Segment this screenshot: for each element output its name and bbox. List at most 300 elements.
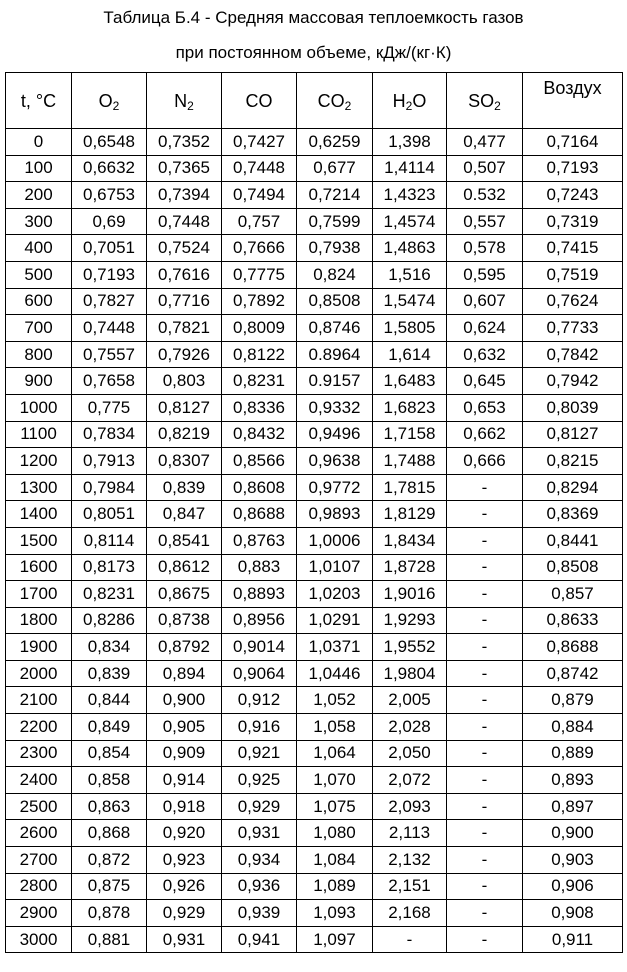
cell-air: 0,893 — [523, 767, 623, 794]
cell-h2o: 1,4863 — [373, 235, 447, 262]
cell-so2: - — [447, 607, 523, 634]
table-body — [6, 129, 623, 953]
cell-co2: 0,677 — [297, 155, 373, 182]
header-temperature: t, °C — [6, 73, 72, 129]
cell-temperature: 200 — [6, 182, 72, 209]
cell-o2: 0,863 — [72, 793, 147, 820]
cell-co: 0,7666 — [222, 235, 297, 262]
cell-h2o: 1,4574 — [373, 208, 447, 235]
cell-h2o: 1,398 — [373, 129, 447, 156]
cell-co: 0,7775 — [222, 261, 297, 288]
cell-air: 0,897 — [523, 793, 623, 820]
cell-so2: - — [447, 687, 523, 714]
cell-o2: 0,849 — [72, 714, 147, 741]
cell-co2: 1,093 — [297, 900, 373, 927]
cell-h2o: 2,005 — [373, 687, 447, 714]
cell-h2o: - — [373, 926, 447, 953]
cell-temperature: 500 — [6, 261, 72, 288]
cell-air: 0,8508 — [523, 554, 623, 581]
cell-h2o: 2,093 — [373, 793, 447, 820]
cell-air: 0,7942 — [523, 368, 623, 395]
cell-so2: - — [447, 527, 523, 554]
cell-so2: - — [447, 581, 523, 608]
cell-air: 0,7733 — [523, 315, 623, 342]
cell-so2: - — [447, 740, 523, 767]
cell-co: 0,7494 — [222, 182, 297, 209]
cell-air: 0,8441 — [523, 527, 623, 554]
cell-h2o: 2,168 — [373, 900, 447, 927]
cell-co2: 1,097 — [297, 926, 373, 953]
cell-o2: 0,844 — [72, 687, 147, 714]
table-row — [6, 394, 623, 421]
cell-temperature: 1600 — [6, 554, 72, 581]
header-co2-sub: 2 — [344, 98, 352, 113]
cell-n2: 0,847 — [147, 501, 222, 528]
cell-o2: 0,6753 — [72, 182, 147, 209]
cell-co2: 1,064 — [297, 740, 373, 767]
table-row — [6, 793, 623, 820]
cell-air: 0,8688 — [523, 634, 623, 661]
header-co2-base: CO — [317, 90, 345, 111]
cell-co2: 1,058 — [297, 714, 373, 741]
cell-air: 0,8633 — [523, 607, 623, 634]
cell-temperature: 2800 — [6, 873, 72, 900]
table-row — [6, 820, 623, 847]
cell-o2: 0,69 — [72, 208, 147, 235]
cell-temperature: 2700 — [6, 847, 72, 874]
header-so2 — [447, 73, 523, 129]
cell-h2o: 1,5474 — [373, 288, 447, 315]
cell-so2: - — [447, 714, 523, 741]
cell-co: 0,925 — [222, 767, 297, 794]
cell-temperature: 2400 — [6, 767, 72, 794]
cell-co: 0,8688 — [222, 501, 297, 528]
table-row — [6, 634, 623, 661]
table-subtitle-units: при постоянном объеме, кДж/(кг·К) — [175, 43, 452, 62]
cell-air: 0,8039 — [523, 394, 623, 421]
cell-h2o: 1,9552 — [373, 634, 447, 661]
cell-co2: 1,089 — [297, 873, 373, 900]
cell-co: 0,931 — [222, 820, 297, 847]
cell-co2: 0,9638 — [297, 448, 373, 475]
cell-co2: 0.9157 — [297, 368, 373, 395]
cell-h2o: 1,5805 — [373, 315, 447, 342]
cell-n2: 0,914 — [147, 767, 222, 794]
cell-n2: 0,905 — [147, 714, 222, 741]
cell-co: 0,883 — [222, 554, 297, 581]
cell-co2: 0,8508 — [297, 288, 373, 315]
cell-co2: 1,084 — [297, 847, 373, 874]
cell-co2: 0,8746 — [297, 315, 373, 342]
table-row — [6, 235, 623, 262]
cell-co: 0,8009 — [222, 315, 297, 342]
cell-temperature: 400 — [6, 235, 72, 262]
cell-o2: 0,878 — [72, 900, 147, 927]
cell-n2: 0,7821 — [147, 315, 222, 342]
cell-o2: 0,7448 — [72, 315, 147, 342]
cell-so2: - — [447, 767, 523, 794]
cell-n2: 0,8541 — [147, 527, 222, 554]
table-row — [6, 448, 623, 475]
cell-o2: 0,6632 — [72, 155, 147, 182]
cell-n2: 0,839 — [147, 474, 222, 501]
cell-co: 0,939 — [222, 900, 297, 927]
table-row — [6, 315, 623, 342]
cell-o2: 0,7913 — [72, 448, 147, 475]
header-n2-sub: 2 — [187, 98, 194, 113]
cell-h2o: 1,4114 — [373, 155, 447, 182]
cell-co: 0,7448 — [222, 155, 297, 182]
cell-co: 0,7427 — [222, 129, 297, 156]
cell-co2: 1,0006 — [297, 527, 373, 554]
header-so2-sub: 2 — [494, 98, 501, 113]
table-row — [6, 501, 623, 528]
cell-o2: 0,7834 — [72, 421, 147, 448]
cell-co: 0,757 — [222, 208, 297, 235]
cell-co: 0,941 — [222, 926, 297, 953]
cell-o2: 0,854 — [72, 740, 147, 767]
cell-so2: 0,653 — [447, 394, 523, 421]
cell-o2: 0,834 — [72, 634, 147, 661]
cell-n2: 0,931 — [147, 926, 222, 953]
cell-air: 0,7624 — [523, 288, 623, 315]
header-co: CO — [222, 73, 297, 129]
cell-o2: 0,881 — [72, 926, 147, 953]
cell-co: 0,936 — [222, 873, 297, 900]
cell-temperature: 2300 — [6, 740, 72, 767]
cell-air: 0,879 — [523, 687, 623, 714]
cell-air: 0,857 — [523, 581, 623, 608]
cell-co: 0,929 — [222, 793, 297, 820]
table-title: Таблица Б.4 - Средняя массовая теплоемкость газов — [103, 8, 524, 27]
cell-h2o: 1,8129 — [373, 501, 447, 528]
cell-co: 0,934 — [222, 847, 297, 874]
header-n2-base: N — [174, 90, 188, 111]
cell-air: 0,7519 — [523, 261, 623, 288]
cell-so2: 0,632 — [447, 341, 523, 368]
cell-air: 0,7193 — [523, 155, 623, 182]
header-air: Воздух — [523, 73, 623, 129]
header-h2o — [373, 73, 447, 129]
cell-so2: 0,557 — [447, 208, 523, 235]
table-row — [6, 873, 623, 900]
cell-o2: 0,8231 — [72, 581, 147, 608]
cell-temperature: 3000 — [6, 926, 72, 953]
cell-h2o: 2,072 — [373, 767, 447, 794]
cell-co: 0,8893 — [222, 581, 297, 608]
cell-air: 0,900 — [523, 820, 623, 847]
cell-o2: 0,858 — [72, 767, 147, 794]
cell-n2: 0,8792 — [147, 634, 222, 661]
cell-air: 0,8294 — [523, 474, 623, 501]
cell-n2: 0,8738 — [147, 607, 222, 634]
table-row — [6, 341, 623, 368]
cell-n2: 0,7716 — [147, 288, 222, 315]
cell-so2: - — [447, 660, 523, 687]
cell-co: 0,9064 — [222, 660, 297, 687]
cell-so2: - — [447, 501, 523, 528]
cell-co2: 0,7938 — [297, 235, 373, 262]
cell-co2: 0,824 — [297, 261, 373, 288]
cell-h2o: 2,113 — [373, 820, 447, 847]
table-row — [6, 474, 623, 501]
cell-so2: - — [447, 900, 523, 927]
cell-temperature: 600 — [6, 288, 72, 315]
cell-o2: 0,8051 — [72, 501, 147, 528]
cell-n2: 0,7926 — [147, 341, 222, 368]
cell-co: 0,7892 — [222, 288, 297, 315]
cell-co2: 1,0107 — [297, 554, 373, 581]
cell-so2: - — [447, 847, 523, 874]
cell-temperature: 1800 — [6, 607, 72, 634]
cell-o2: 0,868 — [72, 820, 147, 847]
table-row — [6, 182, 623, 209]
cell-h2o: 2,050 — [373, 740, 447, 767]
cell-temperature: 2200 — [6, 714, 72, 741]
cell-air: 0,884 — [523, 714, 623, 741]
cell-so2: - — [447, 793, 523, 820]
cell-n2: 0,7352 — [147, 129, 222, 156]
header-h2o-sub: 2 — [405, 98, 413, 113]
cell-so2: 0,507 — [447, 155, 523, 182]
cell-co: 0,912 — [222, 687, 297, 714]
cell-o2: 0,6548 — [72, 129, 147, 156]
cell-temperature: 1500 — [6, 527, 72, 554]
cell-h2o: 1,8728 — [373, 554, 447, 581]
cell-o2: 0,839 — [72, 660, 147, 687]
table-row — [6, 767, 623, 794]
cell-n2: 0,929 — [147, 900, 222, 927]
cell-n2: 0,8127 — [147, 394, 222, 421]
cell-n2: 0,918 — [147, 793, 222, 820]
cell-co2: 0,9496 — [297, 421, 373, 448]
cell-n2: 0,923 — [147, 847, 222, 874]
cell-n2: 0,8307 — [147, 448, 222, 475]
cell-temperature: 2900 — [6, 900, 72, 927]
cell-co2: 0,9893 — [297, 501, 373, 528]
cell-co: 0,8566 — [222, 448, 297, 475]
cell-temperature: 100 — [6, 155, 72, 182]
cell-h2o: 1,9293 — [373, 607, 447, 634]
cell-temperature: 1700 — [6, 581, 72, 608]
cell-co2: 0.8964 — [297, 341, 373, 368]
cell-co2: 0,7214 — [297, 182, 373, 209]
cell-co: 0,8608 — [222, 474, 297, 501]
table-row — [6, 208, 623, 235]
cell-temperature: 1200 — [6, 448, 72, 475]
cell-temperature: 1000 — [6, 394, 72, 421]
cell-h2o: 1,4323 — [373, 182, 447, 209]
header-h2o-base: H — [392, 90, 406, 111]
cell-so2: - — [447, 873, 523, 900]
cell-temperature: 900 — [6, 368, 72, 395]
cell-temperature: 2500 — [6, 793, 72, 820]
header-o2-sub: 2 — [112, 98, 120, 113]
cell-temperature: 2600 — [6, 820, 72, 847]
cell-co2: 1,075 — [297, 793, 373, 820]
cell-h2o: 1,614 — [373, 341, 447, 368]
cell-n2: 0,920 — [147, 820, 222, 847]
cell-so2: - — [447, 820, 523, 847]
cell-co2: 0,9332 — [297, 394, 373, 421]
cell-co2: 0,6259 — [297, 129, 373, 156]
cell-air: 0,7319 — [523, 208, 623, 235]
cell-co2: 1,0446 — [297, 660, 373, 687]
cell-n2: 0,7394 — [147, 182, 222, 209]
table-row — [6, 847, 623, 874]
cell-so2: - — [447, 474, 523, 501]
cell-air: 0,906 — [523, 873, 623, 900]
cell-n2: 0,8675 — [147, 581, 222, 608]
header-co2 — [297, 73, 373, 129]
table-row — [6, 155, 623, 182]
cell-h2o: 1,9804 — [373, 660, 447, 687]
cell-h2o: 1,7815 — [373, 474, 447, 501]
header-o2-base: O — [98, 90, 113, 111]
cell-so2: - — [447, 634, 523, 661]
cell-air: 0,8127 — [523, 421, 623, 448]
cell-so2: 0,662 — [447, 421, 523, 448]
cell-temperature: 300 — [6, 208, 72, 235]
cell-co2: 1,070 — [297, 767, 373, 794]
cell-air: 0,7164 — [523, 129, 623, 156]
cell-h2o: 1,7488 — [373, 448, 447, 475]
cell-co: 0,8336 — [222, 394, 297, 421]
cell-air: 0,7842 — [523, 341, 623, 368]
cell-co2: 1,080 — [297, 820, 373, 847]
cell-h2o: 2,028 — [373, 714, 447, 741]
cell-temperature: 1900 — [6, 634, 72, 661]
cell-air: 0,7415 — [523, 235, 623, 262]
cell-temperature: 2000 — [6, 660, 72, 687]
cell-temperature: 1100 — [6, 421, 72, 448]
cell-o2: 0,872 — [72, 847, 147, 874]
cell-o2: 0,775 — [72, 394, 147, 421]
cell-so2: 0,645 — [447, 368, 523, 395]
cell-co: 0,8231 — [222, 368, 297, 395]
cell-temperature: 0 — [6, 129, 72, 156]
cell-air: 0,8369 — [523, 501, 623, 528]
cell-o2: 0,7984 — [72, 474, 147, 501]
cell-o2: 0,7827 — [72, 288, 147, 315]
cell-n2: 0,8219 — [147, 421, 222, 448]
table-row — [6, 368, 623, 395]
cell-n2: 0,7448 — [147, 208, 222, 235]
table-row — [6, 421, 623, 448]
heat-capacity-table — [5, 72, 623, 953]
cell-o2: 0,7193 — [72, 261, 147, 288]
cell-h2o: 1,7158 — [373, 421, 447, 448]
cell-air: 0,908 — [523, 900, 623, 927]
cell-n2: 0,894 — [147, 660, 222, 687]
cell-temperature: 700 — [6, 315, 72, 342]
table-row — [6, 740, 623, 767]
header-row — [6, 73, 623, 129]
cell-o2: 0,8286 — [72, 607, 147, 634]
cell-so2: - — [447, 554, 523, 581]
cell-temperature: 2100 — [6, 687, 72, 714]
table-row — [6, 288, 623, 315]
table-row — [6, 261, 623, 288]
cell-n2: 0,8612 — [147, 554, 222, 581]
cell-so2: 0,595 — [447, 261, 523, 288]
cell-co: 0,8432 — [222, 421, 297, 448]
cell-h2o: 1,8434 — [373, 527, 447, 554]
cell-n2: 0,7524 — [147, 235, 222, 262]
cell-co2: 1,0203 — [297, 581, 373, 608]
cell-air: 0,8215 — [523, 448, 623, 475]
table-row — [6, 129, 623, 156]
cell-co2: 1,0371 — [297, 634, 373, 661]
cell-co2: 0,7599 — [297, 208, 373, 235]
cell-o2: 0,875 — [72, 873, 147, 900]
table-row — [6, 926, 623, 953]
header-n2 — [147, 73, 222, 129]
cell-n2: 0,7616 — [147, 261, 222, 288]
cell-co: 0,921 — [222, 740, 297, 767]
cell-n2: 0,7365 — [147, 155, 222, 182]
cell-n2: 0,803 — [147, 368, 222, 395]
cell-so2: 0,607 — [447, 288, 523, 315]
cell-so2: 0.532 — [447, 182, 523, 209]
table-row — [6, 581, 623, 608]
cell-temperature: 800 — [6, 341, 72, 368]
cell-o2: 0,7557 — [72, 341, 147, 368]
cell-h2o: 1,6483 — [373, 368, 447, 395]
cell-so2: - — [447, 926, 523, 953]
cell-o2: 0,7051 — [72, 235, 147, 262]
header-so2-base: SO — [468, 90, 495, 111]
header-h2o-rest: O — [412, 90, 427, 111]
table-row — [6, 607, 623, 634]
cell-h2o: 1,516 — [373, 261, 447, 288]
cell-co: 0,8122 — [222, 341, 297, 368]
table-row — [6, 660, 623, 687]
cell-h2o: 1,6823 — [373, 394, 447, 421]
cell-h2o: 2,132 — [373, 847, 447, 874]
table-row — [6, 554, 623, 581]
cell-co2: 1,0291 — [297, 607, 373, 634]
cell-n2: 0,909 — [147, 740, 222, 767]
cell-co: 0,8956 — [222, 607, 297, 634]
cell-air: 0,903 — [523, 847, 623, 874]
cell-co: 0,916 — [222, 714, 297, 741]
cell-n2: 0,900 — [147, 687, 222, 714]
cell-air: 0,889 — [523, 740, 623, 767]
cell-air: 0,7243 — [523, 182, 623, 209]
cell-o2: 0,7658 — [72, 368, 147, 395]
table-row — [6, 687, 623, 714]
cell-air: 0,911 — [523, 926, 623, 953]
cell-co2: 1,052 — [297, 687, 373, 714]
table-row — [6, 714, 623, 741]
table-row — [6, 900, 623, 927]
cell-o2: 0,8114 — [72, 527, 147, 554]
cell-so2: 0,624 — [447, 315, 523, 342]
cell-so2: 0,666 — [447, 448, 523, 475]
cell-temperature: 1300 — [6, 474, 72, 501]
header-o2 — [72, 73, 147, 129]
cell-co: 0,9014 — [222, 634, 297, 661]
cell-h2o: 1,9016 — [373, 581, 447, 608]
cell-temperature: 1400 — [6, 501, 72, 528]
cell-co2: 0,9772 — [297, 474, 373, 501]
cell-h2o: 2,151 — [373, 873, 447, 900]
cell-so2: 0,477 — [447, 129, 523, 156]
cell-o2: 0,8173 — [72, 554, 147, 581]
cell-n2: 0,926 — [147, 873, 222, 900]
cell-co: 0,8763 — [222, 527, 297, 554]
